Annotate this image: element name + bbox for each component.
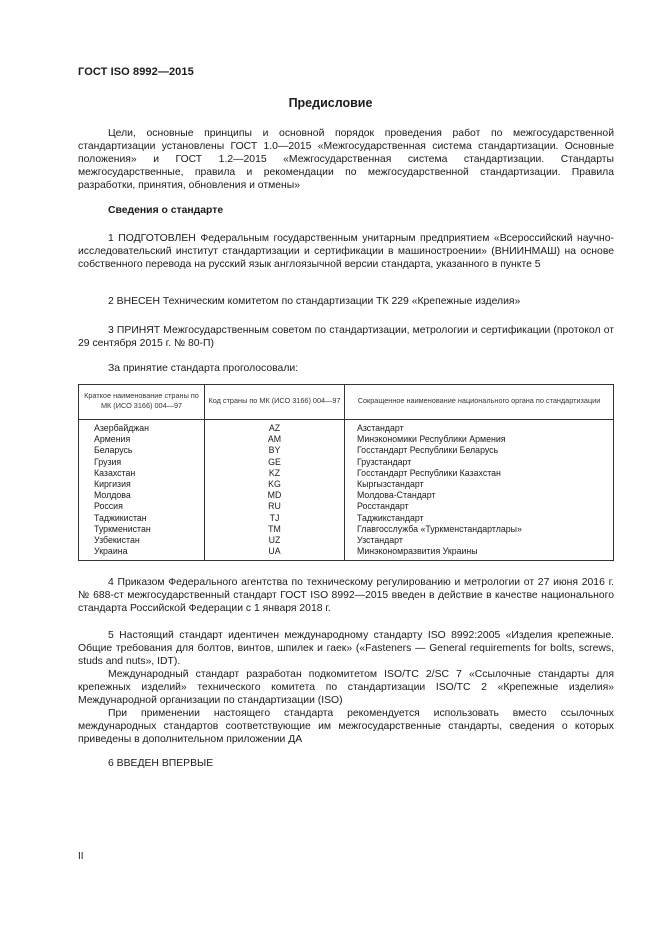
country-code-cell: AM: [205, 434, 345, 445]
standards-body-cell: Молдова-Стандарт: [345, 490, 614, 501]
country-code-cell: UZ: [205, 535, 345, 546]
standards-body-cell: Госстандарт Республики Беларусь: [345, 445, 614, 456]
table-row: [79, 479, 614, 490]
document-code-header: ГОСТ ISO 8992—2015: [78, 66, 194, 78]
table-row: [79, 468, 614, 479]
standards-body-cell: Азстандарт: [345, 420, 614, 435]
country-name-cell: Киргизия: [79, 479, 205, 490]
foreword-title: Предисловие: [288, 96, 373, 110]
column-header-body: Сокращенное наименование национального органа по стандартизации: [345, 385, 614, 420]
country-code-cell: UA: [205, 546, 345, 561]
country-name-cell: Украина: [79, 546, 205, 561]
country-code-cell: AZ: [205, 420, 345, 435]
table-row: [79, 546, 614, 561]
item-5-identical: 5 Настоящий стандарт идентичен международному стандарту ISO 8992:2005 «Изделия крепежные. Общие требования для болтов, винтов, шпилек и гаек» («Fasteners — General requirements for bolts, screws, studs and nuts», IDT).: [78, 630, 614, 667]
country-code-cell: MD: [205, 490, 345, 501]
item-4-order: 4 Приказом Федерального агентства по техническому регулированию и метрологии от 27 июня 2016 г. № 688-ст межгосударственный стандарт ГОСТ ISO 8992—2015 введен в действие в качестве национального стандарта Российской Федерации с 1 января 2018 г.: [78, 577, 614, 614]
column-header-country: Краткое наименование страны по МК (ИСО 3166) 004—97: [79, 385, 205, 420]
table-row: [79, 535, 614, 546]
item-2-submitted: 2 ВНЕСЕН Техническим комитетом по стандартизации ТК 229 «Крепежные изделия»: [108, 296, 521, 307]
table-header-row: [79, 385, 614, 420]
standards-body-cell: Грузстандарт: [345, 457, 614, 468]
column-header-code: Код страны по МК (ИСО 3166) 004—97: [205, 385, 345, 420]
standards-body-cell: Росстандарт: [345, 501, 614, 512]
country-code-cell: BY: [205, 445, 345, 456]
table-row: [79, 445, 614, 456]
foreword-intro-paragraph: Цели, основные принципы и основной порядок проведения работ по межгосударственной стандартизации установлены ГОСТ 1.0—2015 «Межгосударственная система стандартизации. Основные положения» и ГОСТ 1.2—2015 «Межгосударственная система стандартизации. Стандарты межгосударственные, правила и рекомендации по межгосударственной стандартизации. Правила разработки, принятия, обновления и отмены»: [78, 128, 614, 191]
table-row: [79, 457, 614, 468]
country-name-cell: Таджикистан: [79, 513, 205, 524]
country-name-cell: Азербайджан: [79, 420, 205, 435]
standards-body-cell: Кыргызстандарт: [345, 479, 614, 490]
standards-body-cell: Минэкономики Республики Армения: [345, 434, 614, 445]
standards-body-cell: Таджикстандарт: [345, 513, 614, 524]
item-3-adopted: 3 ПРИНЯТ Межгосударственным советом по стандартизации, метрологии и сертификации (протокол от 29 сентября 2015 г. № 80-П): [78, 325, 614, 349]
standards-body-cell: Минэкономразвития Украины: [345, 546, 614, 561]
country-name-cell: Туркменистан: [79, 524, 205, 535]
item-6-introduced: 6 ВВЕДЕН ВПЕРВЫЕ: [108, 758, 214, 769]
standards-body-cell: Госстандарт Республики Казахстан: [345, 468, 614, 479]
table-row: [79, 420, 614, 435]
table-row: [79, 524, 614, 535]
standards-body-cell: Главгосслужба «Туркменстандартлары»: [345, 524, 614, 535]
standards-body-cell: Узстандарт: [345, 535, 614, 546]
country-code-cell: GE: [205, 457, 345, 468]
country-name-cell: Россия: [79, 501, 205, 512]
country-code-cell: KZ: [205, 468, 345, 479]
country-name-cell: Грузия: [79, 457, 205, 468]
voting-intro: За принятие стандарта проголосовали:: [108, 363, 299, 374]
item-1-prepared: 1 ПОДГОТОВЛЕН Федеральным государственным унитарным предприятием «Всероссийский научно-исследовательский институт стандартизации и сертификации в машиностроении» (ВНИИНМАШ) на основе собственного перевода на русский язык англоязычной версии стандарта, указанного в пункте 5: [78, 233, 614, 270]
standard-info-heading: Сведения о стандарте: [108, 205, 224, 216]
table-row: [79, 490, 614, 501]
item-5-references: При применении настоящего стандарта рекомендуется использовать вместо ссылочных международных стандартов соответствующие им межгосударственные стандарты, сведения о которых приведены в дополнительном приложении ДА: [78, 708, 614, 745]
country-name-cell: Узбекистан: [79, 535, 205, 546]
country-name-cell: Беларусь: [79, 445, 205, 456]
table-row: [79, 501, 614, 512]
country-code-cell: KG: [205, 479, 345, 490]
country-name-cell: Армения: [79, 434, 205, 445]
country-name-cell: Казахстан: [79, 468, 205, 479]
table-row: [79, 513, 614, 524]
country-code-cell: TM: [205, 524, 345, 535]
country-code-cell: TJ: [205, 513, 345, 524]
country-name-cell: Молдова: [79, 490, 205, 501]
page-number: II: [78, 851, 84, 862]
country-code-cell: RU: [205, 501, 345, 512]
table-row: [79, 434, 614, 445]
voting-countries-table: [78, 384, 614, 561]
item-5-developer: Международный стандарт разработан подкомитетом ISO/TC 2/SC 7 «Ссылочные стандарты для крепежных изделий» технического комитета по стандартизации ISO/TC 2 «Крепежные изделия» Международной организации по стандартизации (ISO): [78, 669, 614, 706]
